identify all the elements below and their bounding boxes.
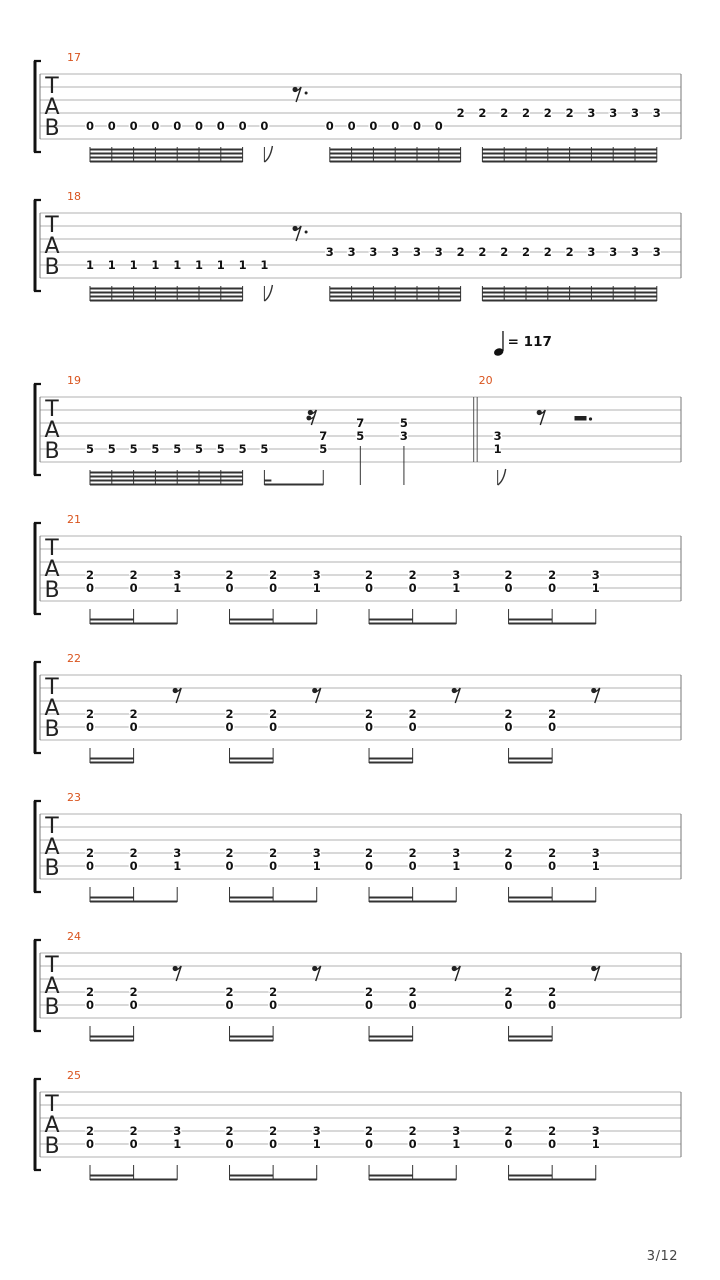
tab-clef-letter: T xyxy=(45,1092,59,1117)
rest-dot xyxy=(589,417,592,420)
beam xyxy=(369,623,456,625)
beam xyxy=(330,288,461,290)
tab-clef-letter: A xyxy=(44,95,60,120)
fret-number: 0 xyxy=(412,119,422,134)
note-flag xyxy=(498,469,506,485)
fret-number: 2 xyxy=(85,1124,95,1139)
tab-clef-letter: B xyxy=(44,255,60,280)
fret-number: 3 xyxy=(312,568,321,583)
fret-number: 0 xyxy=(369,119,378,134)
fret-number: 2 xyxy=(225,846,234,861)
fret-number: 7 xyxy=(319,429,328,444)
fret-number: 2 xyxy=(365,985,374,1000)
beam xyxy=(369,897,413,899)
fret-number: 3 xyxy=(173,568,182,583)
fret-number: 0 xyxy=(85,581,95,596)
fret-number: 3 xyxy=(312,1124,321,1139)
fret-number: 3 xyxy=(630,245,640,260)
fret-number: 2 xyxy=(548,1124,557,1139)
tab-clef-letter: T xyxy=(45,536,59,561)
beam xyxy=(482,288,656,290)
fret-number: 0 xyxy=(194,119,204,134)
tab-clef-letter: B xyxy=(44,116,60,141)
beam xyxy=(90,288,243,290)
tab-clef-letter: A xyxy=(44,234,60,259)
beam xyxy=(482,157,656,159)
tab-clef-letter: A xyxy=(44,557,60,582)
beam xyxy=(369,1036,413,1038)
tab-system-17 xyxy=(35,51,681,163)
beam xyxy=(509,619,553,621)
measure-number: 24 xyxy=(67,930,81,943)
fret-number: 2 xyxy=(408,568,417,583)
fret-number: 2 xyxy=(269,1124,278,1139)
tab-system-18 xyxy=(35,190,681,302)
fret-number: 0 xyxy=(408,581,417,596)
beam xyxy=(482,161,656,163)
fret-number: 1 xyxy=(216,258,225,273)
beam xyxy=(330,161,461,163)
fret-number: 0 xyxy=(365,720,374,735)
beam xyxy=(90,484,243,486)
fret-number: 5 xyxy=(356,429,365,444)
fret-number: 0 xyxy=(504,1137,513,1152)
tab-clef-letter: A xyxy=(44,835,60,860)
fret-number: 0 xyxy=(129,119,138,134)
fret-number: 2 xyxy=(408,846,417,861)
fret-number: 0 xyxy=(129,581,138,596)
fret-number: 3 xyxy=(369,245,378,260)
beam xyxy=(330,153,461,155)
fret-number: 2 xyxy=(225,568,234,583)
beam xyxy=(509,1175,553,1177)
fret-number: 2 xyxy=(85,568,95,583)
fret-number: 0 xyxy=(434,119,443,134)
fret-number: 0 xyxy=(408,859,417,874)
tab-system-22 xyxy=(35,652,681,764)
beam xyxy=(230,758,274,760)
fret-number: 0 xyxy=(129,720,138,735)
fret-number: 3 xyxy=(587,245,596,260)
rest-dot xyxy=(305,231,308,234)
beam xyxy=(90,153,243,155)
fret-number: 0 xyxy=(238,119,247,134)
fret-number: 2 xyxy=(456,106,465,121)
fret-number: 0 xyxy=(504,859,513,874)
fret-number: 3 xyxy=(312,846,321,861)
fret-number: 0 xyxy=(107,119,116,134)
fret-number: 2 xyxy=(365,568,374,583)
beam xyxy=(230,623,317,625)
note-flag xyxy=(264,285,272,301)
fret-number: 0 xyxy=(225,859,234,874)
fret-number: 3 xyxy=(587,106,596,121)
fret-number: 0 xyxy=(85,720,95,735)
fret-number: 3 xyxy=(591,1124,600,1139)
beam xyxy=(90,762,134,764)
beam xyxy=(509,762,553,764)
beam xyxy=(509,1179,596,1181)
tab-clef-letter: A xyxy=(44,696,60,721)
fret-number: 5 xyxy=(151,442,160,457)
beam xyxy=(509,1036,553,1038)
fret-number: 5 xyxy=(107,442,116,457)
fret-number: 2 xyxy=(129,568,138,583)
tab-system-25 xyxy=(35,1069,681,1181)
beam xyxy=(230,1179,317,1181)
measure-number: 20 xyxy=(478,374,493,387)
fret-number: 0 xyxy=(225,1137,234,1152)
rest-dot xyxy=(305,92,308,95)
fret-number: 2 xyxy=(225,1124,234,1139)
fret-number: 0 xyxy=(548,859,557,874)
fret-number: 5 xyxy=(85,442,95,457)
fret-number: 0 xyxy=(325,119,334,134)
fret-number: 2 xyxy=(565,106,574,121)
fret-number: 0 xyxy=(225,720,234,735)
beam xyxy=(90,623,177,625)
fret-number: 2 xyxy=(548,568,557,583)
fret-number: 0 xyxy=(225,998,234,1013)
fret-number: 2 xyxy=(456,245,465,260)
fret-number: 1 xyxy=(173,581,182,596)
beam xyxy=(90,1036,134,1038)
tab-clef-letter: B xyxy=(44,995,60,1020)
tab-clef-letter: T xyxy=(45,397,59,422)
beam xyxy=(230,1040,274,1042)
fret-number: 1 xyxy=(312,859,321,874)
fret-number: 3 xyxy=(493,429,502,444)
fret-number: 0 xyxy=(151,119,160,134)
tab-clef-letter: B xyxy=(44,578,60,603)
fret-number: 2 xyxy=(129,985,138,1000)
fret-number: 2 xyxy=(408,707,417,722)
fret-number: 0 xyxy=(548,1137,557,1152)
fret-number: 0 xyxy=(347,119,356,134)
fret-number: 2 xyxy=(225,707,234,722)
fret-number: 0 xyxy=(269,998,278,1013)
half-rest xyxy=(575,416,587,421)
fret-number: 3 xyxy=(609,106,618,121)
beam xyxy=(509,897,553,899)
fret-number: 0 xyxy=(129,998,138,1013)
fret-number: 2 xyxy=(85,985,95,1000)
rest-head xyxy=(306,416,311,421)
fret-number: 2 xyxy=(408,1124,417,1139)
fret-number: 2 xyxy=(129,707,138,722)
beam xyxy=(264,484,323,486)
beam-hook xyxy=(264,480,271,482)
fret-number: 0 xyxy=(504,998,513,1013)
fret-number: 2 xyxy=(129,846,138,861)
tab-system-24 xyxy=(35,930,681,1042)
fret-number: 2 xyxy=(504,1124,513,1139)
fret-number: 2 xyxy=(504,707,513,722)
tempo-marking: = 117 xyxy=(507,334,552,350)
fret-number: 2 xyxy=(269,568,278,583)
fret-number: 3 xyxy=(412,245,422,260)
fret-number: 2 xyxy=(478,106,487,121)
fret-number: 2 xyxy=(85,846,95,861)
fret-number: 0 xyxy=(173,119,182,134)
beam xyxy=(482,300,656,302)
fret-number: 2 xyxy=(565,245,574,260)
fret-number: 1 xyxy=(173,258,182,273)
fret-number: 2 xyxy=(504,985,513,1000)
beam xyxy=(369,758,413,760)
beam xyxy=(90,296,243,298)
beam xyxy=(330,157,461,159)
beam xyxy=(509,1040,553,1042)
tab-clef-letter: B xyxy=(44,717,60,742)
beam xyxy=(90,476,243,478)
fret-number: 2 xyxy=(548,707,557,722)
fret-number: 1 xyxy=(312,581,321,596)
measure-number: 23 xyxy=(67,791,81,804)
beam xyxy=(482,149,656,151)
beam xyxy=(482,292,656,294)
beam xyxy=(369,1040,413,1042)
tab-clef-letter: B xyxy=(44,856,60,881)
beam xyxy=(230,1175,274,1177)
fret-number: 3 xyxy=(173,1124,182,1139)
fret-number: 0 xyxy=(269,720,278,735)
page-number: 3/12 xyxy=(646,1249,678,1264)
tab-clef-letter: A xyxy=(44,418,60,443)
fret-number: 0 xyxy=(365,1137,374,1152)
beam xyxy=(230,762,274,764)
fret-number: 1 xyxy=(452,859,461,874)
fret-number: 3 xyxy=(399,429,408,444)
beam xyxy=(230,901,317,903)
fret-number: 3 xyxy=(652,106,661,121)
fret-number: 0 xyxy=(548,720,557,735)
tab-clef-letter: T xyxy=(45,213,59,238)
beam xyxy=(330,149,461,151)
beam xyxy=(509,623,596,625)
fret-number: 3 xyxy=(325,245,334,260)
beam xyxy=(90,149,243,151)
fret-number: 1 xyxy=(151,258,160,273)
fret-number: 0 xyxy=(129,859,138,874)
beam xyxy=(90,161,243,163)
fret-number: 3 xyxy=(591,846,600,861)
fret-number: 3 xyxy=(652,245,661,260)
beam xyxy=(369,901,456,903)
tab-clef-letter: B xyxy=(44,439,60,464)
fret-number: 0 xyxy=(408,720,417,735)
fret-number: 3 xyxy=(591,568,600,583)
measure-number: 17 xyxy=(67,51,81,64)
fret-number: 3 xyxy=(173,846,182,861)
fret-number: 2 xyxy=(543,106,552,121)
fret-number: 0 xyxy=(269,1137,278,1152)
measure-number: 22 xyxy=(67,652,81,665)
fret-number: 1 xyxy=(452,581,461,596)
fret-number: 2 xyxy=(521,245,531,260)
tab-system-21 xyxy=(35,513,681,625)
beam xyxy=(90,758,134,760)
fret-number: 0 xyxy=(260,119,269,134)
fret-number: 0 xyxy=(85,859,95,874)
tab-clef-letter: T xyxy=(45,814,59,839)
fret-number: 2 xyxy=(365,707,374,722)
beam xyxy=(330,296,461,298)
beam xyxy=(509,901,596,903)
beam xyxy=(90,1040,134,1042)
fret-number: 2 xyxy=(408,985,417,1000)
fret-number: 1 xyxy=(260,258,269,273)
fret-number: 0 xyxy=(365,998,374,1013)
fret-number: 0 xyxy=(269,581,278,596)
fret-number: 0 xyxy=(548,998,557,1013)
beam xyxy=(90,619,134,621)
fret-number: 5 xyxy=(129,442,138,457)
beam xyxy=(482,296,656,298)
fret-number: 0 xyxy=(365,581,374,596)
beam xyxy=(330,300,461,302)
fret-number: 2 xyxy=(500,106,509,121)
fret-number: 2 xyxy=(504,568,513,583)
fret-number: 2 xyxy=(225,985,234,1000)
beam xyxy=(90,472,243,474)
fret-number: 0 xyxy=(216,119,225,134)
fret-number: 0 xyxy=(269,859,278,874)
beam xyxy=(90,300,243,302)
fret-number: 2 xyxy=(269,985,278,1000)
fret-number: 2 xyxy=(548,985,557,1000)
fret-number: 2 xyxy=(269,846,278,861)
fret-number: 2 xyxy=(365,1124,374,1139)
beam xyxy=(230,1036,274,1038)
beam xyxy=(230,619,274,621)
fret-number: 0 xyxy=(85,119,95,134)
fret-number: 2 xyxy=(500,245,509,260)
fret-number: 0 xyxy=(129,1137,138,1152)
fret-number: 3 xyxy=(452,568,461,583)
fret-number: 1 xyxy=(129,258,138,273)
fret-number: 3 xyxy=(434,245,443,260)
fret-number: 3 xyxy=(391,245,400,260)
fret-number: 0 xyxy=(548,581,557,596)
tab-clef-letter: T xyxy=(45,953,59,978)
fret-number: 0 xyxy=(85,998,95,1013)
fret-number: 2 xyxy=(269,707,278,722)
fret-number: 5 xyxy=(260,442,269,457)
fret-number: 1 xyxy=(107,258,116,273)
fret-number: 0 xyxy=(504,720,513,735)
fret-number: 5 xyxy=(319,442,328,457)
measure-number: 25 xyxy=(67,1069,81,1082)
fret-number: 2 xyxy=(543,245,552,260)
fret-number: 0 xyxy=(391,119,400,134)
fret-number: 2 xyxy=(129,1124,138,1139)
measure-number: 19 xyxy=(67,374,81,387)
tab-clef-letter: T xyxy=(45,74,59,99)
fret-number: 1 xyxy=(591,859,600,874)
fret-number: 0 xyxy=(408,1137,417,1152)
beam xyxy=(369,619,413,621)
fret-number: 3 xyxy=(609,245,618,260)
note-flag xyxy=(264,146,272,162)
fret-number: 1 xyxy=(591,581,600,596)
fret-number: 1 xyxy=(238,258,247,273)
tab-system-19 xyxy=(35,331,681,486)
beam xyxy=(90,480,243,482)
tab-clef-letter: A xyxy=(44,1113,60,1138)
tab-clef-letter: B xyxy=(44,1134,60,1159)
fret-number: 0 xyxy=(225,581,234,596)
fret-number: 0 xyxy=(408,998,417,1013)
beam xyxy=(90,157,243,159)
fret-number: 3 xyxy=(452,846,461,861)
fret-number: 1 xyxy=(85,258,95,273)
fret-number: 1 xyxy=(194,258,204,273)
beam xyxy=(509,758,553,760)
beam xyxy=(90,292,243,294)
fret-number: 1 xyxy=(493,442,502,457)
fret-number: 0 xyxy=(365,859,374,874)
beam xyxy=(330,292,461,294)
fret-number: 5 xyxy=(173,442,182,457)
fret-number: 2 xyxy=(548,846,557,861)
tab-system-23 xyxy=(35,791,681,903)
fret-number: 1 xyxy=(173,1137,182,1152)
fret-number: 3 xyxy=(347,245,356,260)
fret-number: 5 xyxy=(194,442,204,457)
tab-clef-letter: A xyxy=(44,974,60,999)
fret-number: 3 xyxy=(630,106,640,121)
tab-clef-letter: T xyxy=(45,675,59,700)
beam xyxy=(90,897,134,899)
fret-number: 1 xyxy=(591,1137,600,1152)
beam xyxy=(90,901,177,903)
fret-number: 1 xyxy=(312,1137,321,1152)
beam xyxy=(369,1175,413,1177)
fret-number: 5 xyxy=(399,416,408,431)
fret-number: 2 xyxy=(521,106,531,121)
fret-number: 2 xyxy=(85,707,95,722)
fret-number: 0 xyxy=(85,1137,95,1152)
beam xyxy=(90,1179,177,1181)
fret-number: 2 xyxy=(365,846,374,861)
beam xyxy=(482,153,656,155)
measure-number: 18 xyxy=(67,190,81,203)
fret-number: 5 xyxy=(216,442,225,457)
beam xyxy=(90,1175,134,1177)
fret-number: 1 xyxy=(173,859,182,874)
fret-number: 5 xyxy=(238,442,247,457)
beam xyxy=(369,762,413,764)
fret-number: 1 xyxy=(452,1137,461,1152)
fret-number: 0 xyxy=(504,581,513,596)
measure-number: 21 xyxy=(67,513,81,526)
beam xyxy=(369,1179,456,1181)
fret-number: 7 xyxy=(356,416,365,431)
fret-number: 2 xyxy=(504,846,513,861)
beam xyxy=(230,897,274,899)
fret-number: 3 xyxy=(452,1124,461,1139)
fret-number: 2 xyxy=(478,245,487,260)
